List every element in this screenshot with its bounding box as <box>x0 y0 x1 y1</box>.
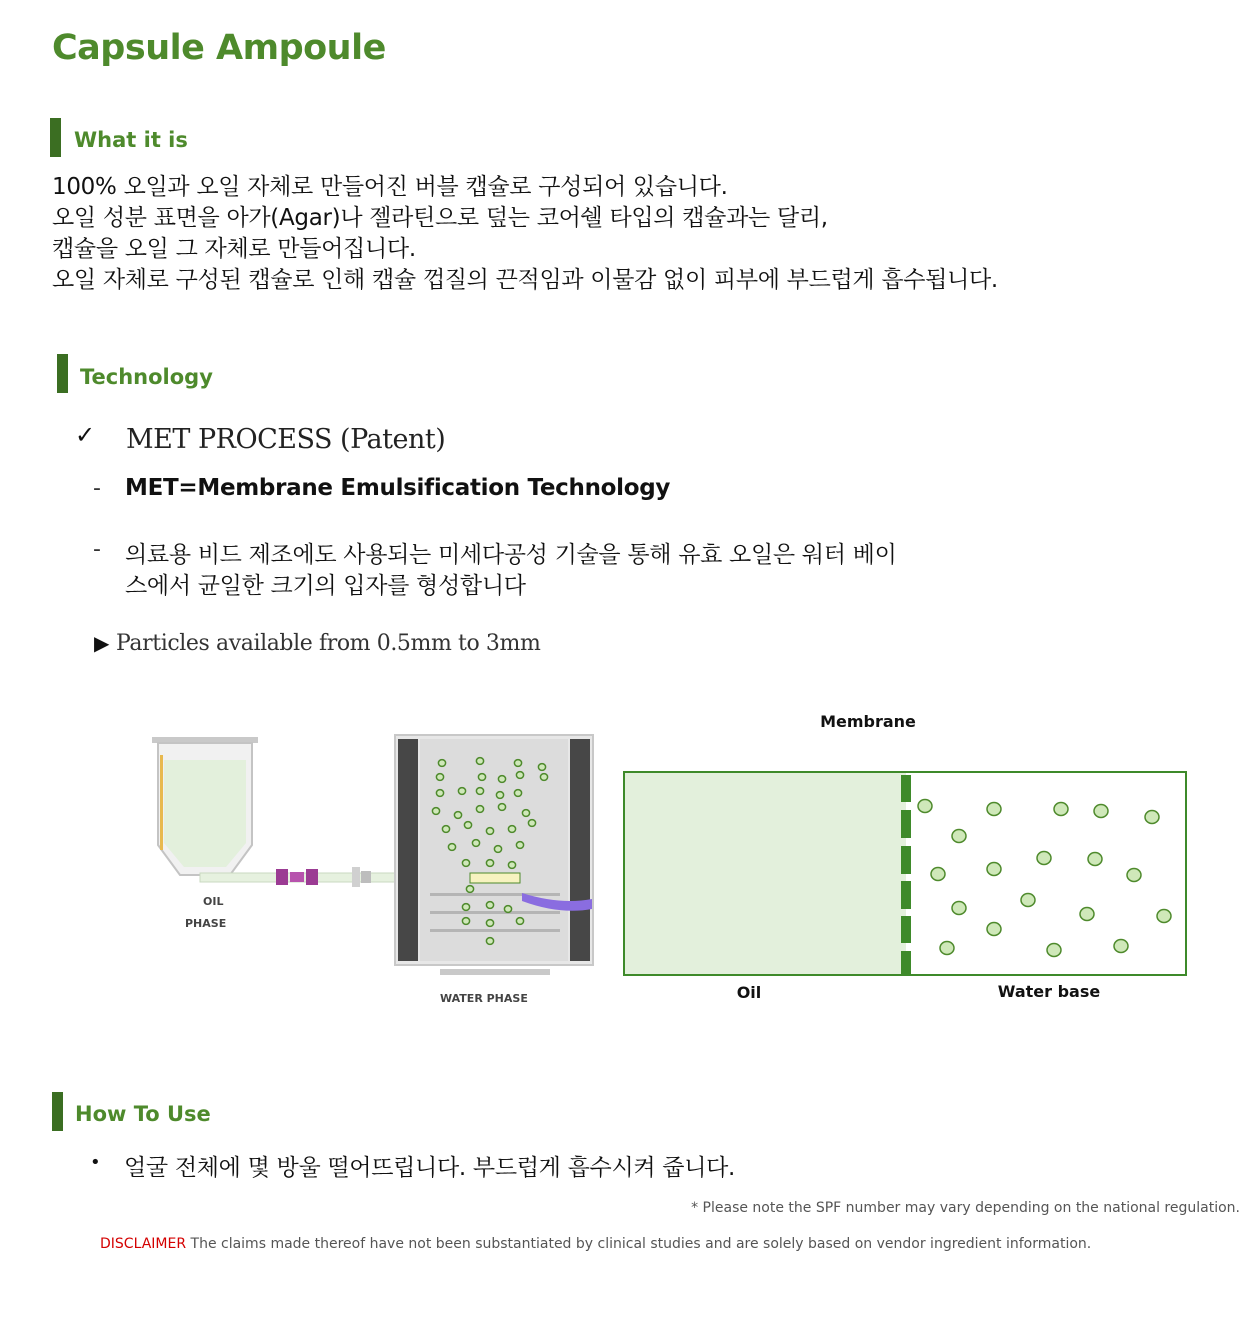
bubble <box>931 868 945 881</box>
bubble <box>528 820 535 827</box>
technology-description: 의료용 비드 제조에도 사용되는 미세다공성 기술을 통해 유효 오일은 워터 베이 <box>125 542 897 568</box>
oil-phase-label: PHASE <box>185 917 227 930</box>
bubble <box>1037 852 1051 865</box>
bubble <box>462 860 469 867</box>
bubble <box>918 800 932 813</box>
met-definition: MET=Membrane Emulsification Technology <box>125 475 671 501</box>
triangle-icon: ▶ <box>94 631 110 655</box>
spf-note: * Please note the SPF number may vary depending on the national regulation. <box>691 1200 1240 1216</box>
description-line: 100% 오일과 오일 자체로 만들어진 버블 캡슐로 구성되어 있습니다. <box>52 174 728 200</box>
water-base-label: Water base <box>997 982 1101 1001</box>
bubble <box>987 863 1001 876</box>
bullet-marker: • <box>90 1152 101 1173</box>
bubble <box>540 774 547 781</box>
dash-marker: - <box>93 537 101 562</box>
bubble <box>442 826 449 833</box>
bubble <box>438 760 445 767</box>
bubble <box>538 764 545 771</box>
bubble <box>486 860 493 867</box>
bubble <box>466 886 473 893</box>
bubble <box>432 808 439 815</box>
disclaimer-label: DISCLAIMER <box>100 1236 187 1252</box>
bubble <box>498 804 505 811</box>
bubble <box>478 774 485 781</box>
check-icon: ✓ <box>75 421 96 449</box>
bubble <box>458 788 465 795</box>
bubble <box>1114 940 1128 953</box>
particles-note: Particles available from 0.5mm to 3mm <box>116 631 541 656</box>
bubble <box>462 904 469 911</box>
bubble <box>436 774 443 781</box>
bubble <box>1088 853 1102 866</box>
bubble <box>952 902 966 915</box>
bubble <box>464 822 471 829</box>
bubble <box>1047 944 1061 957</box>
dash-marker: - <box>93 476 101 501</box>
section-heading-what-it-is: What it is <box>74 128 188 152</box>
met-apparatus-illustration <box>140 725 610 1025</box>
bubble <box>476 758 483 765</box>
membrane-emulsification-diagram <box>618 705 1193 1010</box>
bubble <box>476 788 483 795</box>
bubble <box>1127 869 1141 882</box>
coupling-connector <box>276 869 318 885</box>
valve-connector <box>352 867 371 887</box>
section-marker <box>57 354 68 393</box>
section-marker <box>50 118 61 157</box>
bubble <box>486 938 493 945</box>
bubble <box>508 826 515 833</box>
bubble <box>522 810 529 817</box>
oil-label: Oil <box>736 983 762 1002</box>
bubble <box>486 902 493 909</box>
bubble <box>454 812 461 819</box>
oil-region <box>625 773 906 974</box>
description-line: 오일 자체로 구성된 캡슐로 인해 캡슐 껍질의 끈적임과 이물감 없이 피부에 부드럽게 흡수됩니다. <box>52 267 998 293</box>
bubble <box>476 806 483 813</box>
bubble <box>494 846 501 853</box>
bubble <box>504 906 511 913</box>
section-heading-technology: Technology <box>80 365 213 389</box>
disclaimer <box>100 1236 1091 1252</box>
bubble <box>1094 805 1108 818</box>
bubble <box>1021 894 1035 907</box>
bubble <box>987 923 1001 936</box>
bubble <box>1157 910 1171 923</box>
oil-phase-label: OIL <box>203 895 224 908</box>
bubble <box>508 862 515 869</box>
section-heading-how-to-use: How To Use <box>75 1102 211 1126</box>
bubble <box>1054 803 1068 816</box>
bubble <box>1080 908 1094 921</box>
water-vessel <box>395 735 593 975</box>
bubble <box>486 828 493 835</box>
page-title: Capsule Ampoule <box>52 28 386 68</box>
bubble <box>496 792 503 799</box>
bubble <box>486 920 493 927</box>
technology-description: 스에서 균일한 크기의 입자를 형성합니다 <box>125 573 526 599</box>
membrane-label: Membrane <box>820 712 916 731</box>
bubble <box>498 776 505 783</box>
how-to-use-text: 얼굴 전체에 몇 방울 떨어뜨립니다. 부드럽게 흡수시켜 줍니다. <box>124 1155 736 1181</box>
bubble <box>472 840 479 847</box>
bubble <box>516 842 523 849</box>
bubble <box>448 844 455 851</box>
disclaimer-text: The claims made thereof have not been substantiated by clinical studies and are solely based on vendor ingredient information. <box>190 1236 1092 1252</box>
bubble <box>436 790 443 797</box>
process-title: MET PROCESS (Patent) <box>126 424 446 455</box>
bubble <box>514 760 521 767</box>
bubble <box>987 803 1001 816</box>
oil-tank <box>152 737 258 875</box>
bubble <box>516 918 523 925</box>
bubble <box>514 790 521 797</box>
water-phase-label: WATER PHASE <box>440 992 528 1005</box>
section-marker <box>52 1092 63 1131</box>
bubble <box>940 942 954 955</box>
bubble <box>1145 811 1159 824</box>
bubble <box>462 918 469 925</box>
description-line: 캡슐을 오일 그 자체로 만들어집니다. <box>52 236 416 262</box>
bubble <box>516 772 523 779</box>
description-line: 오일 성분 표면을 아가(Agar)나 젤라틴으로 덮는 코어쉘 타입의 캡슐과는 달리, <box>52 205 828 231</box>
bubble <box>952 830 966 843</box>
